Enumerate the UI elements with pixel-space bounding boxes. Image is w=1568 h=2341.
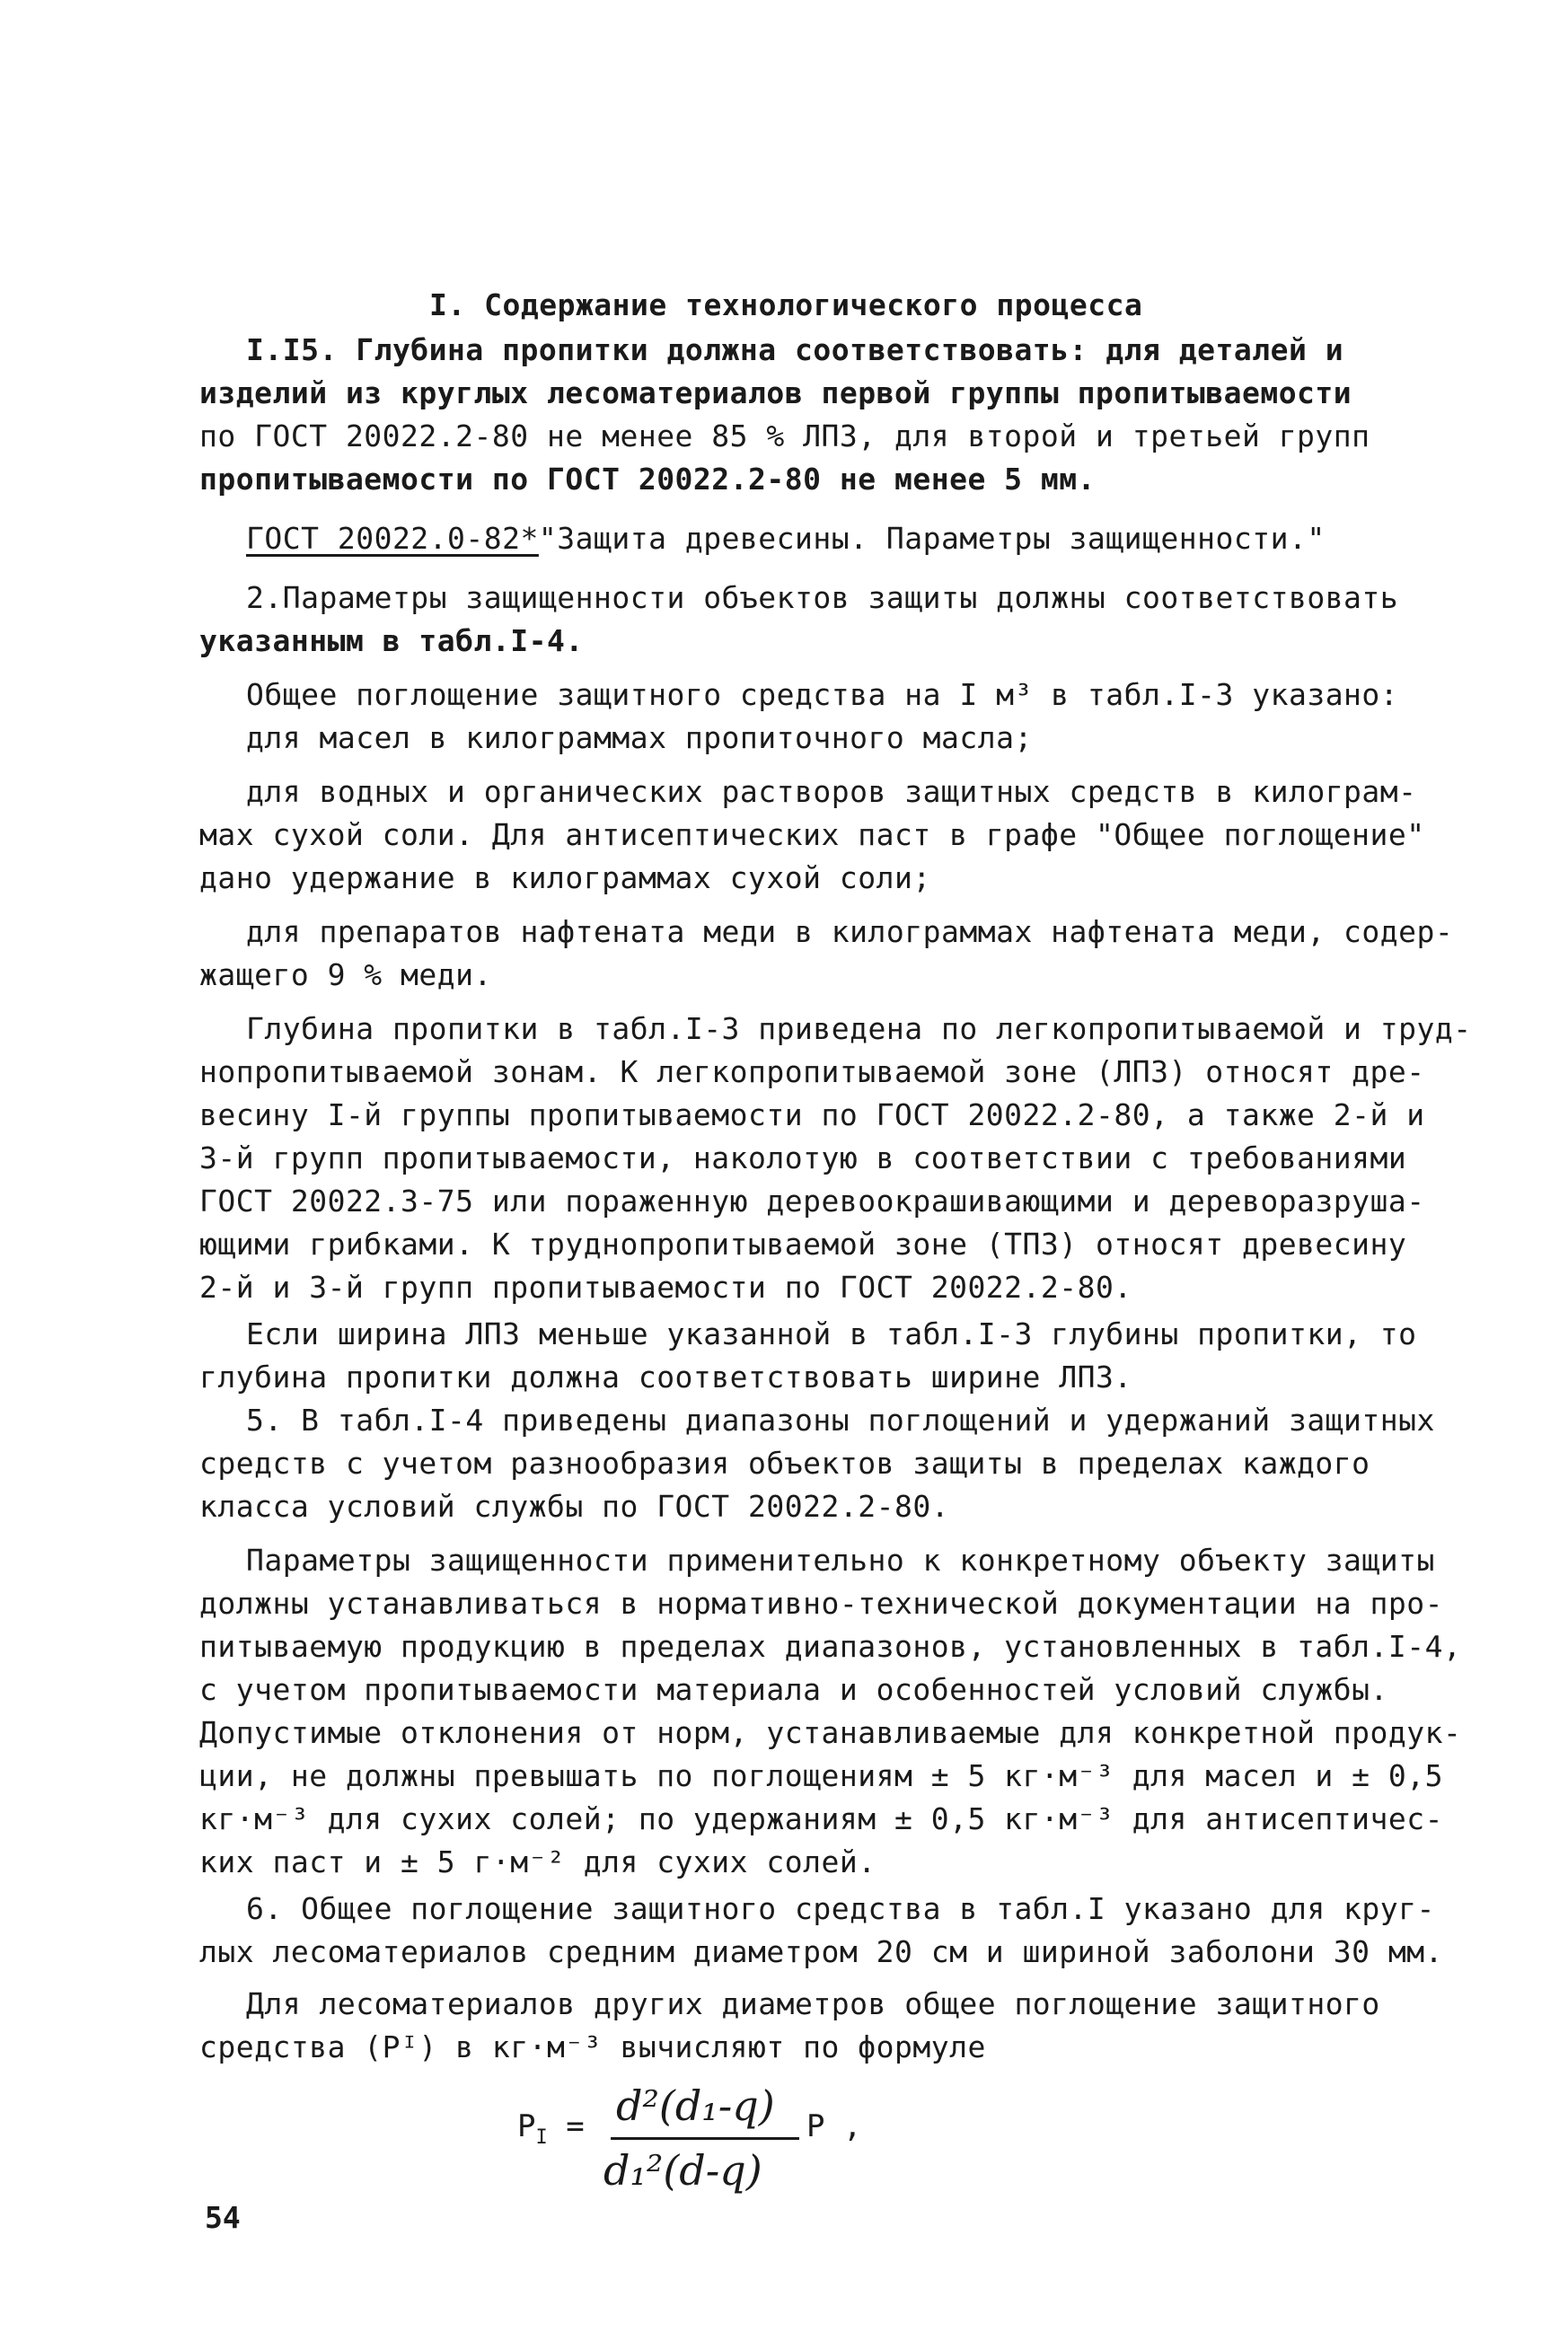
paragraph-line: питываемую продукцию в пределах диапазонов, установленных в табл.I-4, bbox=[199, 1629, 1462, 1664]
paragraph-line: средства (Pᴵ) в кг·м⁻³ вычисляют по формуле bbox=[199, 2029, 986, 2064]
paragraph-line: Общее поглощение защитного средства на I м³ в табл.I-3 указано: bbox=[246, 677, 1399, 712]
paragraph-line: ющими грибками. К труднопропитываемой зоне (ТПЗ) относят древесину bbox=[199, 1227, 1407, 1262]
section-heading: I. Содержание технологического процесса bbox=[429, 287, 1143, 322]
standard-reference: ГОСТ 20022.0-82* bbox=[246, 521, 539, 556]
paragraph-line: должны устанавливаться в нормативно-технической документации на про- bbox=[199, 1586, 1444, 1621]
paragraph-line: пропитываемости по ГОСТ 20022.2-80 не менее 5 мм. bbox=[199, 462, 1097, 497]
paragraph-line: весину I-й группы пропитываемости по ГОСТ 20022.2-80, а также 2-й и bbox=[199, 1097, 1425, 1132]
paragraph-line: лых лесоматериалов средним диаметром 20 см и шириной заболони 30 мм. bbox=[199, 1934, 1444, 1969]
paragraph-line: глубина пропитки должна соответствовать ширине ЛПЗ. bbox=[199, 1360, 1132, 1395]
standard-title: "Защита древесины. Параметры защищенности." bbox=[538, 521, 1326, 556]
paragraph-line: для масел в килограммах пропиточного масла; bbox=[246, 720, 1033, 755]
paragraph-line: 6. Общее поглощение защитного средства в табл.I указано для круг- bbox=[246, 1891, 1435, 1926]
paragraph-line: класса условий службы по ГОСТ 20022.2-80. bbox=[199, 1489, 950, 1524]
formula-lhs-subscript: I bbox=[535, 2126, 548, 2149]
paragraph-line: I.I5. Глубина пропитки должна соответствовать: для деталей и bbox=[246, 332, 1344, 367]
standard-title-line bbox=[246, 519, 1326, 559]
fraction-bar bbox=[611, 2137, 799, 2140]
paragraph-line: нопропитываемой зонам. К легкопропитываемой зоне (ЛПЗ) относят дре- bbox=[199, 1054, 1425, 1089]
formula-lhs-symbol: P bbox=[517, 2108, 536, 2144]
paragraph-line: Параметры защищенности применительно к конкретному объекту защиты bbox=[246, 1543, 1435, 1578]
paragraph-line: ких паст и ± 5 г·м⁻² для сухих солей. bbox=[199, 1844, 876, 1879]
paragraph-line: Для лесоматериалов других диаметров общее поглощение защитного bbox=[246, 1986, 1380, 2021]
paragraph-line: изделий из круглых лесоматериалов первой группы пропитываемости bbox=[199, 375, 1352, 410]
paragraph-line: с учетом пропитываемости материала и особенностей условий службы. bbox=[199, 1672, 1388, 1707]
paragraph-line: 2.Параметры защищенности объектов защиты должны соответствовать bbox=[246, 580, 1399, 615]
paragraph-line: Глубина пропитки в табл.I-3 приведена по легкопропитываемой и труд- bbox=[246, 1011, 1472, 1046]
formula-equals: = bbox=[566, 2108, 585, 2144]
formula-numerator: d²(d₁-q) bbox=[616, 2081, 775, 2130]
page-number: 54 bbox=[205, 2200, 241, 2235]
paragraph-line: жащего 9 % меди. bbox=[199, 957, 492, 992]
formula-multiplier: P , bbox=[806, 2108, 862, 2144]
paragraph-line: Допустимые отклонения от норм, устанавливаемые для конкретной продук- bbox=[199, 1715, 1462, 1750]
formula bbox=[517, 2081, 912, 2216]
paragraph-line: указанным в табл.I-4. bbox=[199, 623, 584, 658]
paragraph-line: мах сухой соли. Для антисептических паст в графе "Общее поглощение" bbox=[199, 817, 1425, 852]
paragraph-line: ции, не должны превышать по поглощениям ± 5 кг·м⁻³ для масел и ± 0,5 bbox=[199, 1758, 1444, 1793]
paragraph-line: 3-й групп пропитываемости, наколотую в соответствии с требованиями bbox=[199, 1140, 1407, 1175]
paragraph-line: для водных и органических растворов защитных средств в килограм- bbox=[246, 774, 1417, 809]
formula-lhs bbox=[517, 2108, 585, 2149]
paragraph-line: 2-й и 3-й групп пропитываемости по ГОСТ 20022.2-80. bbox=[199, 1270, 1132, 1305]
paragraph-line: Если ширина ЛПЗ меньше указанной в табл.I-3 глубины пропитки, то bbox=[246, 1316, 1417, 1351]
paragraph-line: по ГОСТ 20022.2-80 не менее 85 % ЛПЗ, для второй и третьей групп bbox=[199, 418, 1370, 453]
paragraph-line: кг·м⁻³ для сухих солей; по удержаниям ± 0,5 кг·м⁻³ для антисептичес- bbox=[199, 1801, 1444, 1836]
formula-denominator: d₁²(d-q) bbox=[603, 2146, 762, 2195]
paragraph-line: дано удержание в килограммах сухой соли; bbox=[199, 860, 931, 895]
paragraph-line: средств с учетом разнообразия объектов защиты в пределах каждого bbox=[199, 1446, 1370, 1481]
paragraph-line: ГОСТ 20022.3-75 или пораженную деревоокрашивающими и дереворазруша- bbox=[199, 1184, 1425, 1219]
paragraph-line: 5. В табл.I-4 приведены диапазоны поглощений и удержаний защитных bbox=[246, 1403, 1435, 1438]
paragraph-line: для препаратов нафтената меди в килограммах нафтената меди, содер- bbox=[246, 914, 1454, 949]
